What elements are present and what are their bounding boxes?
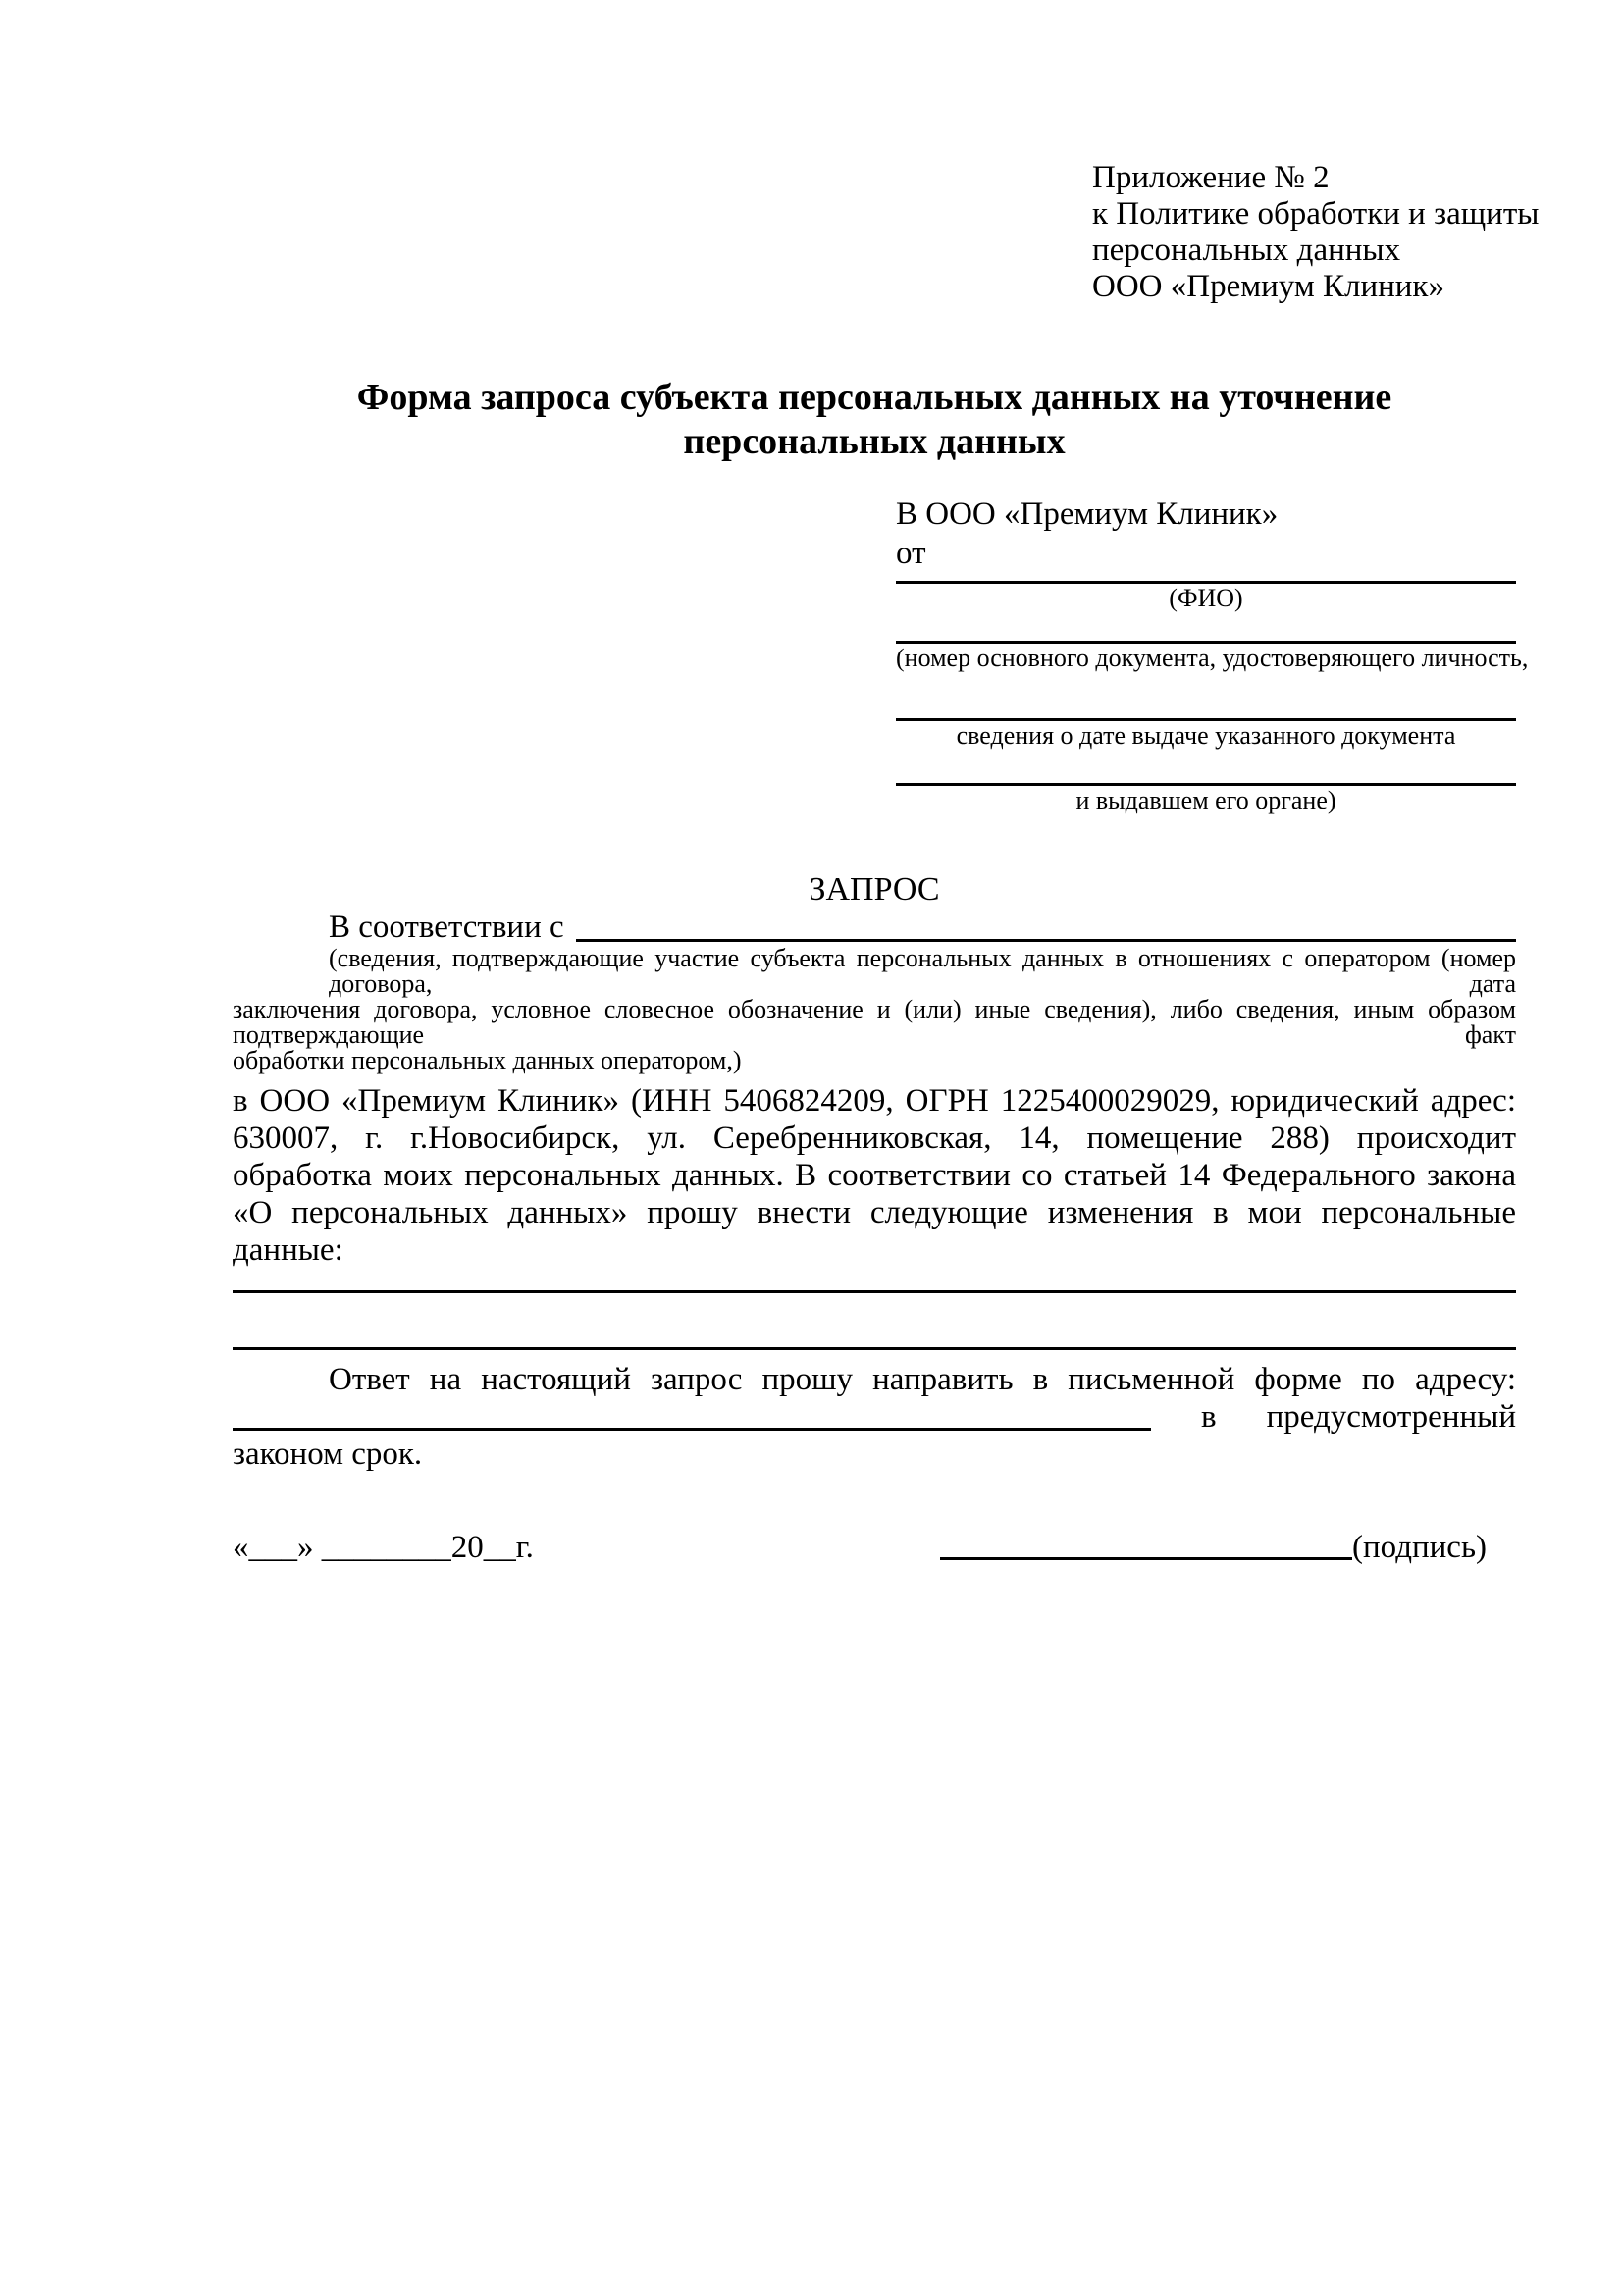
changes-fill-line-1[interactable] bbox=[233, 1290, 1516, 1293]
note-line: обработки персональных данных оператором,) bbox=[233, 1046, 742, 1074]
appendix-number: Приложение № 2 bbox=[1092, 160, 1330, 195]
accordance-fill-line[interactable] bbox=[576, 909, 1516, 942]
paragraph-indent bbox=[233, 909, 329, 946]
appendix-policy-line: к Политике обработки и защиты bbox=[1092, 196, 1540, 232]
appendix-header bbox=[1092, 160, 1540, 305]
document-title bbox=[233, 376, 1516, 464]
signature-group bbox=[940, 1528, 1487, 1567]
body-line: в ООО «Премиум Клиник» (ИНН 5406824209, ОГРН 1225400029029, юридический адрес: bbox=[233, 1083, 1516, 1119]
address-fill-line[interactable] bbox=[233, 1428, 1151, 1431]
changes-fill-line-2[interactable] bbox=[233, 1347, 1516, 1350]
date-signature-row bbox=[233, 1528, 1516, 1567]
request-heading: ЗАПРОС bbox=[809, 871, 940, 908]
note-line: (сведения, подтверждающие участие субъекта персональных данных в отношениях с оператором (номер договора, дата bbox=[329, 944, 1516, 998]
body-line: «О персональных данных» прошу внести следующие изменения в мои персональные bbox=[233, 1195, 1516, 1230]
answer-paragraph bbox=[233, 1361, 1516, 1473]
addressee-to: В ООО «Премиум Клиник» bbox=[896, 496, 1279, 532]
body-line: обработка моих персональных данных. В соответствии со статьей 14 Федерального закона bbox=[233, 1158, 1516, 1193]
explanatory-note bbox=[233, 946, 1516, 1073]
answer-line3: законом срок. bbox=[233, 1436, 423, 1472]
body-line: 630007, г. г.Новосибирск, ул. Серебренниковская, 14, помещение 288) происходит bbox=[233, 1121, 1516, 1156]
appendix-policy-line2: персональных данных bbox=[1092, 233, 1401, 268]
answer-tail-word2: предусмотренный bbox=[1266, 1399, 1516, 1435]
body-line: данные: bbox=[233, 1232, 343, 1268]
signature-fill-line[interactable] bbox=[940, 1557, 1352, 1560]
accordance-row bbox=[233, 909, 1516, 946]
document-title-line1: Форма запроса субъекта персональных данных на уточнение bbox=[356, 377, 1392, 418]
doc-issuer-label: и выдавшем его органе) bbox=[1075, 786, 1336, 814]
document-title-line2: персональных данных bbox=[683, 421, 1066, 462]
answer-line2 bbox=[233, 1398, 1516, 1435]
addressee-from-label: от bbox=[896, 536, 926, 571]
date-fill-field[interactable]: «___» ________20__г. bbox=[233, 1530, 534, 1565]
signature-label: (подпись) bbox=[1352, 1530, 1487, 1565]
addressee-block bbox=[896, 495, 1529, 815]
answer-line1: Ответ на настоящий запрос прошу направить в письменной форме по адресу: bbox=[329, 1362, 1516, 1397]
answer-tail-word1: в bbox=[1201, 1399, 1217, 1435]
accordance-prefix: В соответствии с bbox=[329, 910, 564, 945]
fio-label: (ФИО) bbox=[1169, 584, 1243, 612]
body-paragraph bbox=[233, 1082, 1516, 1269]
appendix-company: ООО «Премиум Клиник» bbox=[1092, 269, 1444, 304]
note-line: заключения договора, условное словесное обозначение и (или) иные сведения), либо сведения, иным образом подтверждающие факт bbox=[233, 995, 1516, 1049]
doc-number-label: (номер основного документа, удостоверяющего личность, bbox=[896, 644, 1529, 672]
doc-issue-date-label: сведения о дате выдаче указанного документа bbox=[956, 721, 1456, 750]
